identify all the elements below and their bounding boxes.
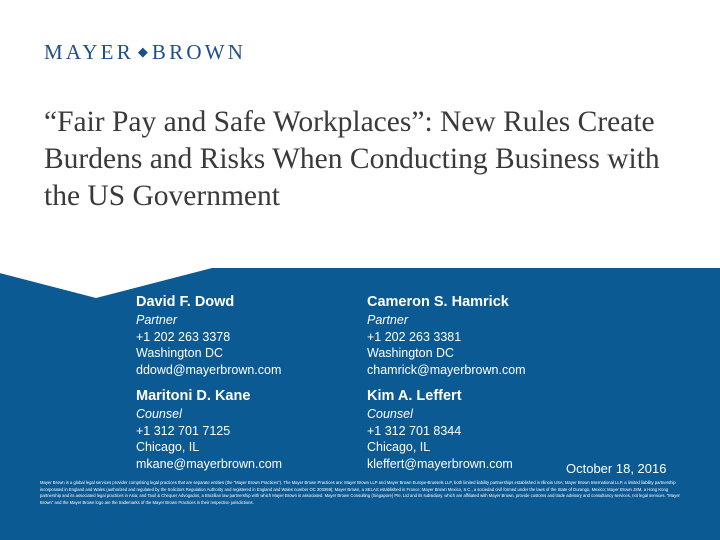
logo-left-word: MAYER bbox=[44, 40, 134, 64]
contact-role: Partner bbox=[367, 313, 408, 327]
contact-card bbox=[136, 292, 281, 378]
contact-email: ddowd@mayerbrown.com bbox=[136, 362, 282, 377]
contact-phone: +1 312 701 7125 bbox=[136, 423, 231, 438]
contact-panel bbox=[0, 268, 720, 540]
contact-city: Chicago, IL bbox=[136, 440, 200, 454]
contact-city: Washington DC bbox=[367, 346, 455, 360]
logo-diamond-icon: ◆ bbox=[137, 44, 148, 59]
contact-city: Washington DC bbox=[136, 346, 224, 360]
contact-name: Maritoni D. Kane bbox=[136, 388, 251, 404]
contact-role: Partner bbox=[136, 313, 177, 327]
contact-phone: +1 312 701 8344 bbox=[367, 423, 462, 438]
contact-role: Counsel bbox=[136, 407, 182, 421]
contact-name: David F. Dowd bbox=[136, 294, 235, 310]
contact-name: Cameron S. Hamrick bbox=[367, 294, 509, 310]
contact-phone: +1 202 263 3378 bbox=[136, 329, 231, 344]
presentation-date: October 18, 2016 bbox=[566, 461, 667, 476]
contact-email: chamrick@mayerbrown.com bbox=[367, 362, 526, 377]
logo-right-word: BROWN bbox=[151, 40, 247, 64]
legal-disclaimer: Mayer Brown is a global legal services provider comprising legal practices that are separate entities (the "Mayer Brown Practices"). The Mayer Brown Practices are: Mayer Brown LLP and Mayer Brown Europe-Brussels LLP, both limited liability partnerships established in Illinois USA; Mayer Brown International LLP, a limited liability partnership incorporated in England and Wales (authorized and regulated by the Solicitors Regulation Authority and registered in England and Wales number OC 303359); Mayer Brown, a SELAS established in France; Mayer Brown Mexico, S.C., a sociedad civil formed under the laws of the State of Durango, Mexico; Mayer Brown JSM, a Hong Kong partnership and its associated legal practices in Asia; and Tauil & Chequer Advogados, a Brazilian law partnership with which Mayer Brown is associated. Mayer Brown Consulting (Singapore) Pte. Ltd and its subsidiary, which are affiliated with Mayer Brown, provide customs and trade advisory and consultancy services, not legal services. "Mayer Brown" and the Mayer Brown logo are the trademarks of the Mayer Brown Practices in their respective jurisdictions. bbox=[40, 480, 680, 505]
contact-card bbox=[367, 292, 526, 378]
mayer-brown-logo bbox=[44, 40, 246, 65]
contact-name: Kim A. Leffert bbox=[367, 388, 462, 404]
contact-email: mkane@mayerbrown.com bbox=[136, 456, 283, 471]
contact-card bbox=[136, 386, 282, 472]
contact-phone: +1 202 263 3381 bbox=[367, 329, 462, 344]
contact-role: Counsel bbox=[367, 407, 413, 421]
slide-title: “Fair Pay and Safe Workplaces”: New Rules Create Burdens and Risks When Conducting Business with the US Government bbox=[44, 106, 660, 212]
contact-card bbox=[367, 386, 513, 472]
contact-email: kleffert@mayerbrown.com bbox=[367, 456, 513, 471]
contact-city: Chicago, IL bbox=[367, 440, 431, 454]
